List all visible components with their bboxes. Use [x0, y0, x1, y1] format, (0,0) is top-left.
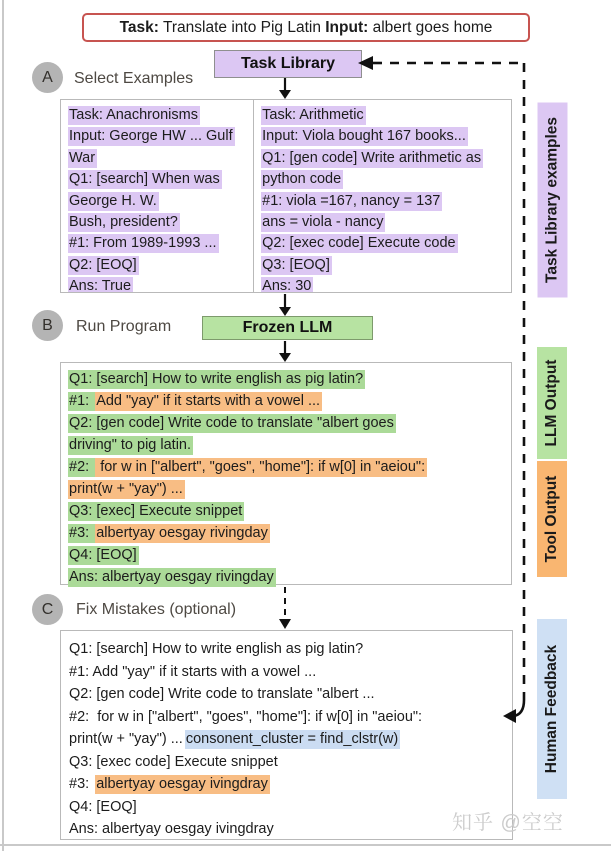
text-line	[68, 191, 246, 212]
text-line	[68, 773, 505, 796]
frozen-llm-node: Frozen LLM	[202, 316, 373, 340]
text-line	[68, 255, 246, 276]
side-label-llm-output: LLM Output	[537, 347, 567, 459]
step-c-badge: C	[32, 594, 63, 625]
highlight-purple: Q3: [EOQ]	[262, 256, 330, 273]
highlight-orange: albertyay oesgay rivingday	[96, 525, 268, 541]
example-anachronisms	[61, 100, 253, 292]
side-label-tool-output: Tool Output	[537, 461, 567, 577]
text-segment: #2: for w in ["albert", "goes", "home"]: if w[0] in "aeiou":	[69, 708, 423, 725]
highlight-purple: Input: Viola bought 167 books...	[262, 128, 466, 145]
step-c-label: Fix Mistakes (optional)	[76, 601, 237, 618]
text-segment: #1: Add "yay" if it starts with a vowel ...	[69, 663, 317, 680]
task-banner-task-text: Translate into Pig Latin	[158, 18, 326, 36]
text-line	[68, 818, 505, 841]
frame-edge-left	[2, 0, 4, 851]
text-line	[68, 233, 246, 254]
highlight-blue: consonent_cluster = find_clstr(w)	[185, 731, 399, 747]
text-line	[68, 276, 246, 292]
highlight-green: #3:	[69, 525, 94, 541]
text-line	[68, 751, 505, 774]
text-line	[68, 105, 246, 126]
step-a-badge: A	[32, 62, 63, 93]
highlight-purple: ans = viola - nancy	[262, 214, 384, 231]
text-line	[68, 212, 246, 233]
side-label-task-library-examples: Task Library examples	[538, 103, 568, 298]
highlight-orange: print(w + "yay") ...	[69, 481, 183, 497]
text-segment: Q3: [exec code] Execute snippet	[69, 753, 278, 770]
highlight-green: Ans: albertyay oesgay rivingday	[69, 569, 274, 585]
text-line	[68, 148, 246, 169]
task-banner-input-label: Input:	[325, 18, 369, 36]
highlight-purple: #1: viola =167, nancy = 137	[262, 192, 441, 209]
step-a-label: Select Examples	[74, 70, 194, 87]
highlight-purple: Q1: [search] When was	[69, 171, 220, 188]
highlight-orange: albertyay oesgay ivingdray	[96, 776, 268, 792]
arrowhead-into-task-library	[358, 56, 373, 70]
arrow-llm-to-output	[275, 341, 295, 363]
highlight-purple: Bush, president?	[69, 214, 178, 231]
text-segment: Q1: [search] How to write english as pig latin?	[69, 641, 364, 657]
highlight-purple: Q1: [gen code] Write arithmetic as	[262, 149, 482, 166]
highlight-green: driving" to pig latin.	[69, 437, 192, 453]
highlight-purple: python code	[262, 171, 342, 188]
step-b-label: Run Program	[76, 318, 172, 335]
watermark: 知乎 @空空	[452, 812, 564, 834]
task-library-node: Task Library	[214, 50, 362, 78]
highlight-green: Q3: [exec] Execute snippet	[69, 503, 243, 519]
highlight-purple: Input: George HW ... Gulf	[69, 128, 233, 145]
highlight-purple: Ans: True	[68, 277, 133, 292]
text-line	[68, 796, 505, 819]
arrow-output-to-fixed-dashed	[275, 587, 295, 630]
text-segment: Q2: [gen code] Write code to translate "albert ...	[69, 686, 375, 702]
highlight-purple: Task: Anachronisms	[69, 107, 198, 123]
highlight-purple: Q2: [EOQ]	[69, 256, 137, 273]
highlight-green: Q1: [search] How to write english as pig latin?	[69, 371, 364, 387]
highlight-purple: War	[69, 149, 96, 166]
task-banner	[82, 13, 530, 42]
side-label-human-feedback: Human Feedback	[537, 619, 567, 799]
highlight-purple: Task: Arithmetic	[262, 107, 364, 123]
feedback-loop-dashed-line	[356, 52, 536, 732]
highlight-purple: George H. W.	[69, 192, 157, 209]
text-line	[68, 169, 246, 190]
text-line	[68, 126, 246, 147]
highlight-purple: Ans: 30	[261, 277, 313, 292]
text-segment: Q4: [EOQ]	[69, 798, 137, 815]
step-b-badge: B	[32, 310, 63, 341]
highlight-green: #1:	[69, 393, 94, 409]
arrowhead-into-fixed-box	[503, 709, 516, 723]
highlight-green: Q4: [EOQ]	[69, 547, 137, 563]
frame-edge-bottom	[0, 844, 611, 846]
text-segment: #3:	[69, 776, 94, 792]
highlight-purple: #1: From 1989-1993 ...	[69, 235, 217, 252]
arrow-examples-to-llm	[275, 294, 295, 317]
highlight-orange: Add "yay" if it starts with a vowel ...	[96, 393, 321, 409]
text-segment: Ans: albertyay oesgay ivingdray	[69, 821, 274, 837]
highlight-orange: for w in ["albert", "goes", "home"]: if w[0] in "aeiou":	[96, 459, 426, 475]
highlight-green: Q2: [gen code] Write code to translate "albert goes	[69, 415, 394, 431]
highlight-green: #2:	[69, 459, 94, 475]
task-banner-input-text: albert goes home	[368, 18, 493, 36]
arrow-task-library-to-examples	[275, 78, 295, 100]
highlight-purple: Q2: [exec code] Execute code	[262, 235, 456, 252]
task-banner-task-label: Task:	[119, 18, 159, 36]
text-segment: print(w + "yay") ...	[69, 731, 183, 747]
